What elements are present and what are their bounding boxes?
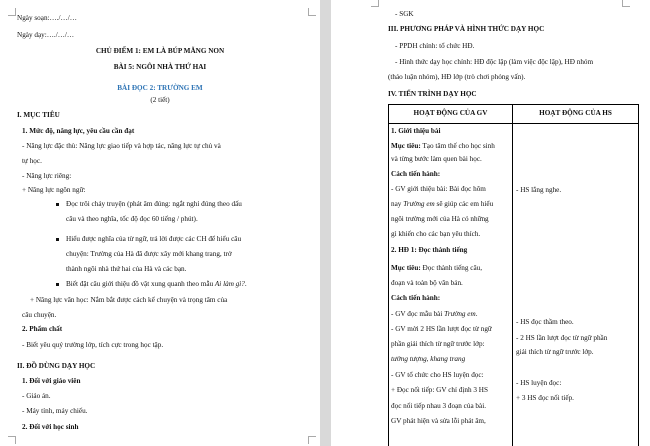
section-objectives: I. MỤC TIÊU — [17, 111, 60, 119]
text-line: - Năng lực riêng: — [22, 172, 72, 180]
text-line: - Máy tính, máy chiếu. — [22, 407, 88, 415]
goal-line: và từng bước làm quen bài học. — [391, 155, 482, 163]
activity-intro-title: 1. Giới thiệu bài — [391, 127, 441, 135]
reading-title: BÀI ĐỌC 2: TRƯỜNG EM — [117, 84, 203, 92]
subsection-competency: 1. Mức độ, năng lực, yêu cầu cần đạt — [22, 127, 135, 135]
bullet-text: chuyện: Trường của Hà đã được xây mới khang trang, trở — [66, 250, 232, 258]
table-text: nay Trường em sẽ giúp các em hiểu — [391, 200, 494, 208]
goal-line: Mục tiêu: Đọc thành tiếng câu, — [391, 264, 483, 272]
bullet-text: Đọc trôi chảy truyện (phát âm đúng: ngắt nghỉ đúng theo dấu — [66, 200, 242, 208]
square-bullet-icon — [56, 203, 59, 206]
how-label: Cách tiến hành: — [391, 170, 441, 178]
table-text: + Đọc nối tiếp: GV chỉ định 3 HS — [391, 386, 488, 394]
table-text: - HS luyện đọc: — [516, 379, 562, 387]
text-line: - PPDH chính: tổ chức HĐ. — [395, 42, 475, 50]
date-taught: Ngày dạy:…./…/… — [17, 31, 75, 39]
document-page-right — [331, 0, 650, 446]
text-line: - SGK — [395, 10, 414, 18]
table-text: đọc nối tiếp nhau 3 đoạn của bài. — [391, 402, 487, 410]
margin-corner-mark — [8, 436, 16, 444]
text-line: tự học. — [22, 157, 42, 165]
table-text: + 3 HS đọc nối tiếp. — [516, 394, 574, 402]
bullet-text: Hiểu được nghĩa của từ ngữ, trả lời được các CH để hiểu câu — [66, 235, 242, 243]
margin-corner-mark — [8, 8, 16, 16]
table-text: - 2 HS lần lượt đọc từ ngữ phần — [516, 334, 608, 342]
margin-corner-mark — [622, 0, 630, 7]
table-header-teacher: HOẠT ĐỘNG CỦA GV — [413, 109, 488, 117]
section-procedure: IV. TIẾN TRÌNH DẠY HỌC — [388, 90, 477, 98]
square-bullet-icon — [56, 238, 59, 241]
activity-hd1-title: 2. HĐ 1: Đọc thành tiếng — [391, 246, 468, 254]
subsection-qualities: 2. Phẩm chất — [22, 325, 63, 333]
how-label: Cách tiến hành: — [391, 294, 441, 302]
table-text: - GV đọc mẫu bài Trường em. — [391, 310, 478, 318]
table-text: GV phát hiện và sửa lỗi phát âm, — [391, 417, 486, 425]
table-text: - HS lắng nghe. — [516, 186, 562, 194]
goal-line: đoạn và toàn bộ văn bản. — [391, 279, 463, 287]
bullet-text: câu và theo nghĩa, tốc độ đọc 60 tiếng / phút). — [66, 215, 198, 223]
text-line: - Biết yêu quý trường lớp, tích cực trong học tập. — [22, 341, 164, 349]
table-text: giải thích từ ngữ trước lớp. — [516, 348, 594, 356]
square-bullet-icon — [56, 283, 59, 286]
text-line: - Năng lực đặc thù: Năng lực giao tiếp và hợp tác, năng lực tự chủ và — [22, 142, 221, 150]
margin-corner-mark — [308, 8, 316, 16]
document-page-left — [0, 0, 320, 446]
page-gap — [320, 0, 331, 446]
table-text: - GV tổ chức cho HS luyện đọc: — [391, 371, 484, 379]
table-text-italic: tường tượng, khang trang — [391, 355, 466, 363]
table-text: phần giải thích từ ngữ trước lớp: — [391, 340, 485, 348]
table-text: - GV giới thiệu bài: Bài đọc hôm — [391, 185, 486, 193]
subsection-student: 2. Đối với học sinh — [22, 423, 79, 431]
date-prepared: Ngày soạn:…./…/… — [17, 14, 77, 22]
text-line: - Hình thức dạy học chính: HĐ độc lập (làm việc độc lập), HĐ nhóm — [395, 58, 594, 66]
table-text: - HS đọc thầm theo. — [516, 318, 574, 326]
margin-corner-mark — [371, 0, 379, 7]
subsection-teacher: 1. Đối với giáo viên — [22, 377, 81, 385]
table-header-student: HOẠT ĐỘNG CỦA HS — [539, 109, 612, 117]
text-line: câu chuyện. — [22, 311, 57, 319]
margin-corner-mark — [308, 436, 316, 444]
topic-title: CHỦ ĐIỂM 1: EM LÀ BÚP MĂNG NON — [95, 47, 225, 55]
table-text: gì khiến cho các bạn yêu thích. — [391, 230, 481, 238]
bullet-text: Biết đặt câu giới thiệu đồ vật xung quanh theo mẫu Ai làm gì?. — [66, 280, 247, 288]
lesson-title: BÀI 5: NGÔI NHÀ THỨ HAI — [113, 63, 207, 71]
periods-note: (2 tiết) — [150, 96, 170, 104]
bullet-text: thành ngôi nhà thứ hai của Hà và các bạn. — [66, 265, 187, 273]
table-text: ngôi trường mới của Hà có những — [391, 215, 489, 223]
section-methods: III. PHƯƠNG PHÁP VÀ HÌNH THỨC DẠY HỌC — [388, 25, 545, 33]
section-materials: II. ĐỒ DÙNG DẠY HỌC — [17, 362, 96, 370]
text-line: + Năng lực ngôn ngữ: — [22, 186, 86, 194]
goal-line: Mục tiêu: Tạo tâm thế cho học sinh — [391, 142, 495, 150]
text-line: - Giáo án. — [22, 392, 51, 400]
table-text: - GV mời 2 HS lần lượt đọc từ ngữ — [391, 325, 492, 333]
text-line: + Năng lực văn học: Nắm bắt được cách kể chuyện và trọng tâm của — [30, 296, 228, 304]
text-line: (thảo luận nhóm), HĐ lớp (trò chơi phỏng vấn). — [388, 73, 526, 81]
